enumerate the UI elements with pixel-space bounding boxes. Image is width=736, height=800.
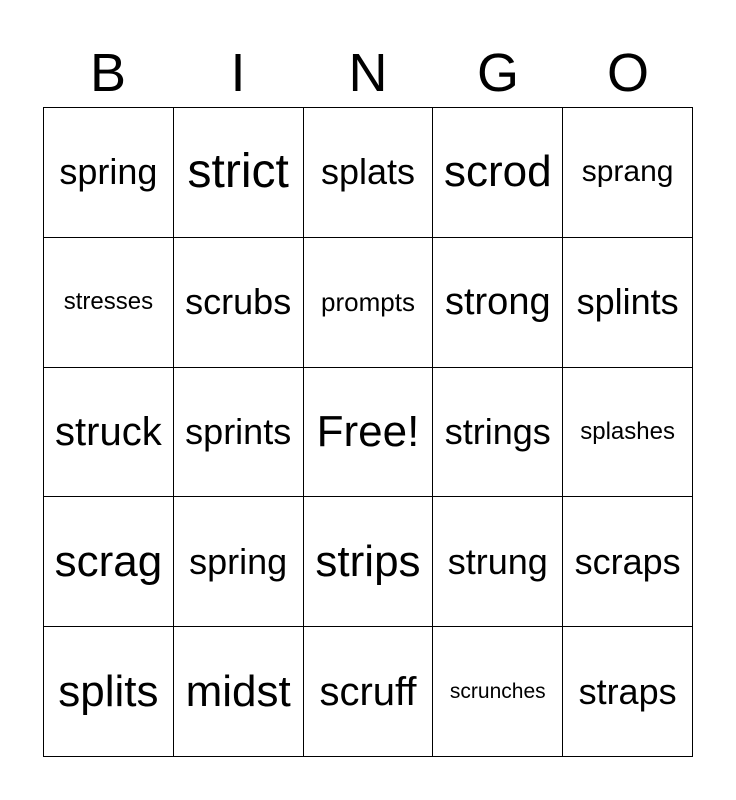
bingo-cell[interactable]: splints	[563, 238, 693, 368]
bingo-cell[interactable]: scruff	[304, 627, 434, 757]
bingo-cell[interactable]: scrubs	[174, 238, 304, 368]
bingo-cell[interactable]: straps	[563, 627, 693, 757]
bingo-cell[interactable]: sprang	[563, 108, 693, 238]
header-letter-o: O	[606, 43, 649, 103]
bingo-header	[43, 40, 693, 106]
header-letter-n: N	[348, 43, 388, 103]
bingo-cell[interactable]: strict	[174, 108, 304, 238]
bingo-cell[interactable]: spring	[44, 108, 174, 238]
bingo-cell[interactable]: strong	[433, 238, 563, 368]
header-letter-b: B	[89, 43, 127, 103]
bingo-cell[interactable]: scraps	[563, 497, 693, 627]
bingo-cell[interactable]: strung	[433, 497, 563, 627]
bingo-cell[interactable]: spring	[174, 497, 304, 627]
bingo-cell[interactable]: scrunches	[433, 627, 563, 757]
bingo-cell[interactable]: scrod	[433, 108, 563, 238]
header-letter-g: G	[476, 43, 519, 103]
bingo-cell[interactable]: splashes	[563, 368, 693, 498]
bingo-cell[interactable]: sprints	[174, 368, 304, 498]
bingo-cell[interactable]: strings	[433, 368, 563, 498]
bingo-cell[interactable]: scrag	[44, 497, 174, 627]
bingo-cell[interactable]: splits	[44, 627, 174, 757]
bingo-free-cell[interactable]: Free!	[304, 368, 434, 498]
bingo-cell[interactable]: struck	[44, 368, 174, 498]
bingo-cell[interactable]: splats	[304, 108, 434, 238]
bingo-cell[interactable]: midst	[174, 627, 304, 757]
header-letter-i: I	[230, 43, 246, 103]
bingo-cell[interactable]: prompts	[304, 238, 434, 368]
bingo-card	[43, 107, 693, 757]
bingo-cell[interactable]: stresses	[44, 238, 174, 368]
bingo-cell[interactable]: strips	[304, 497, 434, 627]
